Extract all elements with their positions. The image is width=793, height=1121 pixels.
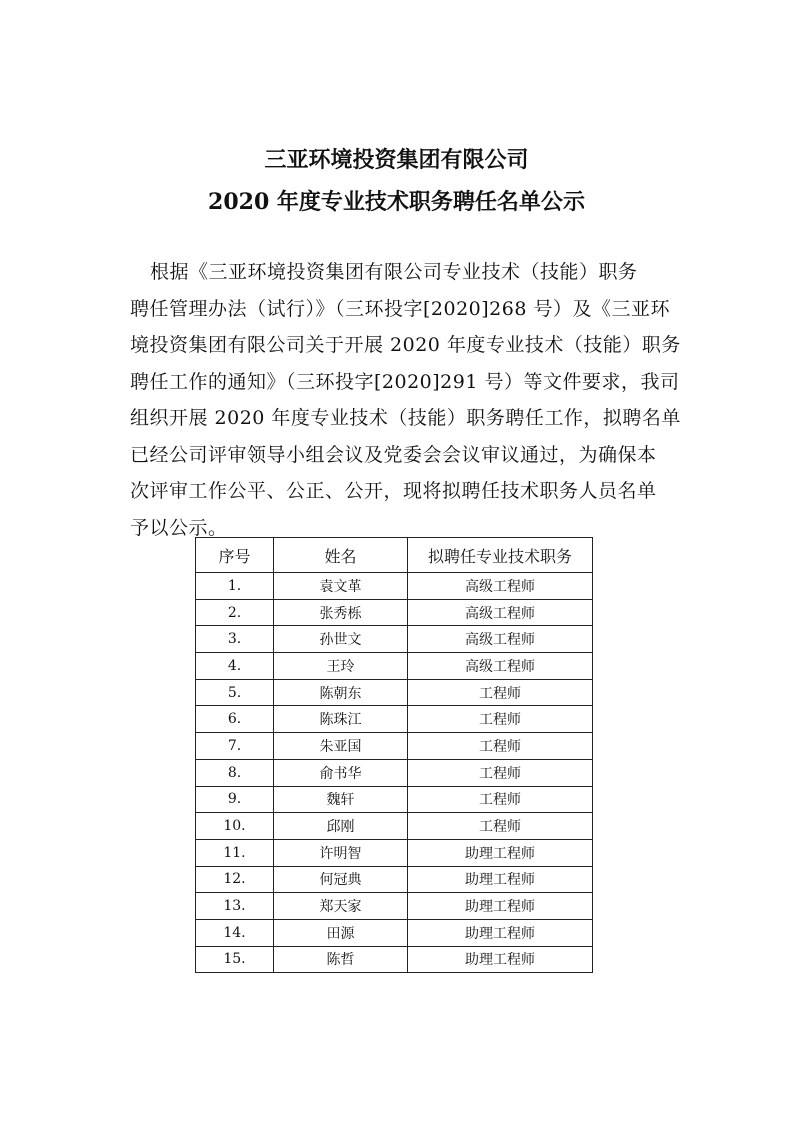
- row-title: 高级工程师: [408, 573, 593, 600]
- header-title: 拟聘任专业技术职务: [408, 538, 593, 573]
- row-title: 高级工程师: [408, 626, 593, 653]
- table-row: [196, 893, 593, 920]
- row-seq: 8.: [196, 759, 274, 786]
- row-name: 何冠典: [274, 866, 408, 893]
- row-title: 工程师: [408, 759, 593, 786]
- row-name: 张秀栎: [274, 599, 408, 626]
- paragraph-line: 予以公示。: [130, 516, 228, 539]
- row-name: 陈珠江: [274, 706, 408, 733]
- row-name: 邱刚: [274, 813, 408, 840]
- paragraph-line: 根据《三亚环境投资集团有限公司专业技术（技能）职务: [150, 261, 638, 283]
- row-seq: 15.: [196, 946, 274, 973]
- announcement-paragraph: [130, 254, 685, 546]
- row-title: 工程师: [408, 813, 593, 840]
- row-title: 工程师: [408, 733, 593, 760]
- table-row: [196, 919, 593, 946]
- row-title: 工程师: [408, 679, 593, 706]
- table-header-row: [196, 538, 593, 573]
- row-name: 孙世文: [274, 626, 408, 653]
- table-row: [196, 786, 593, 813]
- header-seq: 序号: [196, 538, 274, 573]
- row-seq: 4.: [196, 653, 274, 680]
- table-row: [196, 653, 593, 680]
- table-row: [196, 946, 593, 973]
- row-name: 魏轩: [274, 786, 408, 813]
- row-seq: 6.: [196, 706, 274, 733]
- row-title: 高级工程师: [408, 653, 593, 680]
- table-row: [196, 839, 593, 866]
- paragraph-line: 聘任管理办法（试行）》（三环投字[2020]268 号）及《三亚环: [130, 297, 670, 320]
- table-row: [196, 706, 593, 733]
- row-seq: 11.: [196, 839, 274, 866]
- document-title: 三亚环境投资集团有限公司: [264, 147, 529, 173]
- row-seq: 5.: [196, 679, 274, 706]
- row-title: 助理工程师: [408, 866, 593, 893]
- row-name: 俞书华: [274, 759, 408, 786]
- table-row: [196, 759, 593, 786]
- table-row: [196, 626, 593, 653]
- row-seq: 7.: [196, 733, 274, 760]
- row-seq: 2.: [196, 599, 274, 626]
- row-seq: 10.: [196, 813, 274, 840]
- appointment-table: [195, 537, 593, 973]
- row-name: 田源: [274, 919, 408, 946]
- row-name: 郑天家: [274, 893, 408, 920]
- row-name: 朱亚国: [274, 733, 408, 760]
- table-row: [196, 573, 593, 600]
- row-seq: 1.: [196, 573, 274, 600]
- header-name: 姓名: [274, 538, 408, 573]
- row-title: 工程师: [408, 786, 593, 813]
- paragraph-line: 次评审工作公平、公正、公开，现将拟聘任技术职务人员名单: [130, 480, 657, 502]
- row-title: 助理工程师: [408, 893, 593, 920]
- row-title: 高级工程师: [408, 599, 593, 626]
- row-seq: 13.: [196, 893, 274, 920]
- row-name: 陈哲: [274, 946, 408, 973]
- row-seq: 14.: [196, 919, 274, 946]
- paragraph-line: 组织开展 2020 年度专业技术（技能）职务聘任工作，拟聘名单: [130, 407, 681, 429]
- row-name: 陈朝东: [274, 679, 408, 706]
- paragraph-line: 已经公司评审领导小组会议及党委会会议审议通过，为确保本: [130, 443, 657, 466]
- row-title: 工程师: [408, 706, 593, 733]
- row-seq: 9.: [196, 786, 274, 813]
- row-seq: 12.: [196, 866, 274, 893]
- document-subtitle: 2020 年度专业技术职务聘任名单公示: [208, 189, 585, 215]
- paragraph-line: 境投资集团有限公司关于开展 2020 年度专业技术（技能）职务: [130, 334, 681, 356]
- table-row: [196, 679, 593, 706]
- row-seq: 3.: [196, 626, 274, 653]
- row-title: 助理工程师: [408, 919, 593, 946]
- table-row: [196, 813, 593, 840]
- table-row: [196, 866, 593, 893]
- row-name: 王玲: [274, 653, 408, 680]
- row-title: 助理工程师: [408, 839, 593, 866]
- paragraph-line: 聘任工作的通知》（三环投字[2020]291 号）等文件要求，我司: [130, 370, 680, 393]
- row-name: 袁文革: [274, 573, 408, 600]
- table-row: [196, 733, 593, 760]
- row-title: 助理工程师: [408, 946, 593, 973]
- table-row: [196, 599, 593, 626]
- row-name: 许明智: [274, 839, 408, 866]
